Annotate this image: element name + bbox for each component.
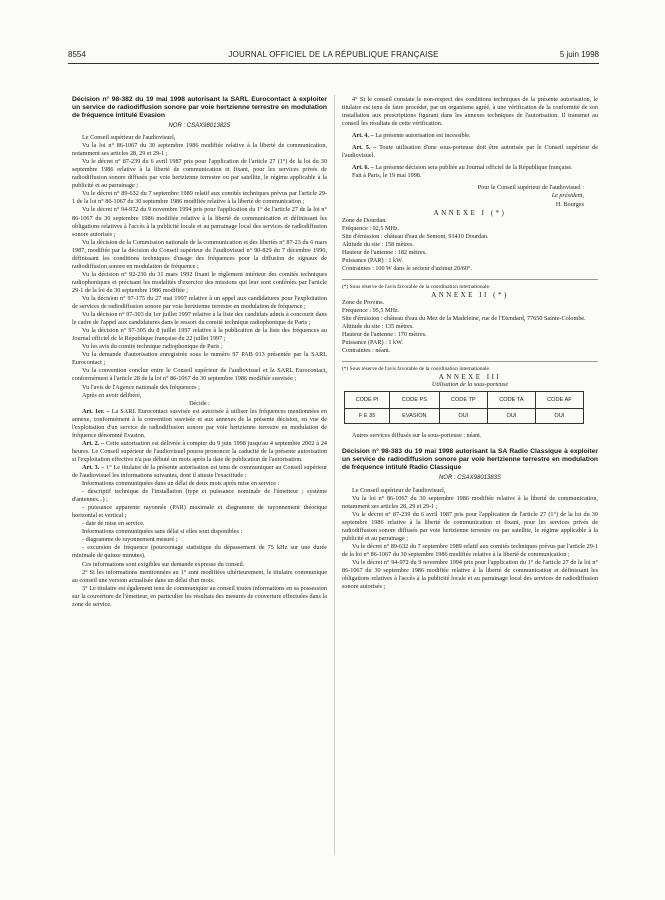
table-cell: F E 35 [345, 409, 390, 424]
table-row [345, 409, 584, 424]
article-label: Art. 4. – [352, 132, 374, 140]
paragraph: Vu le décret n° 87-239 du 6 avril 1987 pris pour l'application de l'article 27 (1°) de la loi du 30 septembre 1986 relative à la liberté de communication et fixant, pour les services privés de radiodiffusion sonore diffusés par voie hertzienne terrestre ou par satellite, le régime applicable à la publicité et au parrainage ; [342, 510, 598, 542]
paragraph: Le Conseil supérieur de l'audiovisuel, [352, 486, 446, 494]
annex-line: Site d'émission : château d'eau du Mez de la Madeleine, rue de l'Etendard, 77650 Sainte-Colombe. [342, 315, 586, 323]
annex-line: Zone de Provins. [342, 298, 385, 306]
annex-line: Contraintes : 100 W dans le secteur d'azimut 20/60°. [342, 264, 473, 272]
list-item: - date de mise en service. [82, 520, 145, 528]
annex-line: Site d'émission : château d'eau de Semont, 91410 Dourdan. [342, 232, 489, 240]
annex-line: Altitude du site : 158 mètres. [342, 240, 414, 248]
list-item: - excursion de fréquence (pourcentage statistique du dépassement de 75 kHz sur une durée minimale de quinze minutes). [72, 544, 327, 560]
right-column [342, 96, 598, 591]
column-header: CODE PI [345, 392, 390, 409]
paragraph: Vu le décret n° 87-239 du 6 avril 1987 pris pour l'application de l'article 27 (1°) de la loi du 30 septembre 1986 relative à la liberté de communication et fixant, pour les services privés de radiodiffusion sonore diffusés par voie hertzienne terrestre ou par satellite, le régime applicable à la publicité et au parrainage ; [72, 158, 327, 190]
paragraph: Autres services diffusés sur la sous-porteuse : néant. [352, 432, 482, 440]
annex-line: Contraintes : néant. [342, 347, 391, 355]
left-column [72, 96, 327, 609]
paragraph: Vu la décision n° 97-305 du 8 juillet 1997 relative à la publication de la liste des fréquences au Journal officiel de la République française du 22 juillet 1997 ; [72, 327, 327, 343]
article-2: Art. 2. – Cette autorisation est délivrée à compter du 9 juin 1998 jusqu'au 4 septembre 2002 à 24 heures. Le Conseil supérieur de l'audiovisuel pourra prononcer la caducité de la présente autorisation si l'exploitation effective n'a pas débuté un mois après la date de publication de l'autorisation. [72, 439, 328, 463]
annex-line: Hauteur de l'antenne : 182 mètres. [342, 248, 427, 256]
column-header: CODE PS [390, 392, 439, 409]
subcarrier-table [344, 391, 584, 424]
footnote: (*) Sous réserve de l'avis favorable de la coordination internationale. [342, 366, 491, 373]
paragraph: Vu la décision de la Commission nationale de la communication et des libertés n° 87-23 du 6 mars 1987, modifiée par la décision du Conseil supérieur de l'audiovisuel n° 90-829 du 7 décembre 1990, définissant les conditions techniques d'usage des fréquences pour la diffusion de signaux de radiodiffusion sonore en modulation de fréquence ; [72, 238, 327, 270]
article-5: Art. 5. – Toute utilisation d'une sous-porteuse doit être autorisée par le Conseil supérieur de l'audiovisuel. [342, 144, 598, 160]
footnote-rule [342, 361, 598, 362]
annex-line: Zone de Dourdan. [342, 216, 387, 224]
decide-heading: Décide : [189, 399, 210, 407]
article-3: Art. 3. – 1° Le titulaire de la présente autorisation est tenu de communiquer au Conseil supérieur de l'audiovisuel les informations suivantes, dont il atteste l'exactitude : [72, 463, 327, 480]
page-header [68, 50, 599, 62]
paragraph: Vu la loi n° 86-1067 du 30 septembre 1986 modifiée relative à la liberté de communication, notamment ses articles 28, 29 et 29-1 ; [342, 494, 598, 510]
list-item: - descriptif technique de l'installation (type et puissance nominale de l'émetteur ; système d'antennes...) ; [72, 488, 327, 504]
paragraph: Vu la demande d'autorisation enregistrée sous le numéro 97 PAB 013 présentée par la SARL Eurocontact ; [72, 351, 327, 367]
table-cell: OUI [439, 409, 488, 424]
paragraph: Vu le décret n° 94-972 du 9 novembre 1994 pris pour l'application du 1° de l'article 27 de la loi n° 86-1067 du 30 septembre 1986 modifiée relative à la liberté de communication et définissant les obligations relatives à l'accès à la publicité locale et au parrainage local des services de radiodiffusion sonore autorisés ; [342, 558, 598, 591]
article-1: Art. 1er. – La SARL Eurocontact susvisée est autorisée à utiliser les fréquences mentionnées en annexe, conformément à la convention susvisée et aux annexes de la présente décision, en vue de l'exploitation d'un service de radiodiffusion sonore par voie hertzienne terrestre en modulation de fréquence dénommé Evasion. [72, 407, 328, 439]
article-label: Art. 3. – [82, 463, 105, 471]
annex-1-title: ANNEXE I (*) [433, 208, 507, 217]
done-at: Fait à Paris, le 19 mai 1998. [352, 172, 422, 180]
annex-line: Puissance (PAR) : 1 kW. [342, 339, 403, 347]
article-6: Art. 6. – La présente décision sera publiée au Journal officiel de la République française. [352, 164, 573, 172]
paragraph: Vu la décision n° 97-303 du 1er juillet 1997 relative à la liste des candidats admis à concourir dans le cadre de l'appel aux candidatures dans le ressort du comité technique radiophonique de Paris ; [72, 311, 327, 327]
decision-title: Décision n° 98-382 du 19 mai 1998 autorisant la SARL Eurocontact à exploiter un service de radiodiffusion sonore par voie hertzienne terrestre en modulation de fréquence intitulé Evasion [72, 96, 327, 119]
article-label: Art. 5. – [352, 144, 377, 152]
journal-title: JOURNAL OFFICIEL DE LA RÉPUBLIQUE FRANÇAISE [228, 50, 439, 59]
annex-2-title: ANNEXE II (*) [431, 290, 509, 299]
paragraph: Vu le décret n° 89-632 du 7 septembre 1989 relatif aux comités techniques prévus par l'article 29-1 de la loi n° 86-1067 du 30 septembre 1986 modifiée relative à la liberté de communication ; [342, 542, 598, 558]
list-item: - puissance apparente rayonnée (PAR) maximale et diagramme de rayonnement théorique horizontal et vertical ; [72, 504, 327, 520]
annex-3-subtitle: Utilisation de la sous-porteuse [431, 381, 509, 389]
footnote-rule [342, 279, 598, 280]
article-label: Art. 6. – [352, 164, 374, 172]
paragraph: Ces informations sont exigibles sur demande expresse du conseil. [82, 560, 245, 568]
paragraph: 4° Si le conseil constate le non-respect des conditions techniques de la présente autorisation, le titulaire est tenu de faire procéder, par un organisme agréé, à une vérification de la conformité de son installation aux prescriptions figurant dans les annexes techniques de l'autorisation. Il transmet au conseil les résultats de cette vérification. [342, 96, 598, 128]
article-4: Art. 4. – La présente autorisation est incessible. [352, 132, 471, 140]
list-item: - diagramme de rayonnement mesuré ; [82, 536, 178, 544]
article-label: Art. 1er. – [82, 407, 110, 415]
footnote: (*) Sous réserve de l'avis favorable de la coordination internationale. [342, 283, 491, 290]
annex-line: Fréquence : 95,5 MHz. [342, 307, 400, 315]
paragraph: Vu le décret n° 94-972 du 9 novembre 1994 pris pour l'application du 1° de l'article 27 de la loi n° 86-1067 du 30 septembre 1986 modifiée relative à la liberté de communication et définissant les obligations relatives à l'accès à la publicité locale et au parrainage local des services de radiodiffusion sonore autorisés ; [72, 206, 327, 238]
table-cell: OUI [488, 409, 536, 424]
paragraph: Le Conseil supérieur de l'audiovisuel, [82, 134, 176, 142]
header-rule [68, 63, 599, 64]
table-cell: OUI [535, 409, 583, 424]
nor-reference: NOR : CSAX9801382S [168, 123, 231, 129]
paragraph: Vu l'avis de l'Agence nationale des fréquences ; [82, 383, 200, 391]
paragraph: Informations communiquées dans un délai de deux mois après mise en service : [82, 480, 280, 488]
paragraph: 2° Si les informations mentionnées au 1° sont modifiées ultérieurement, le titulaire communique au conseil une version actualisée dans un délai d'un mois. [72, 568, 327, 584]
annex-line: Puissance (PAR) : 1 kW. [342, 256, 403, 264]
paragraph: Vu la décision n° 92-230 du 31 mars 1992 fixant le règlement intérieur des comités techniques radiophoniques et précisant les modalités d'exercice des missions qui leur sont conférées par l'article 29-1 de la loi du 30 septembre 1986 modifiée ; [72, 270, 327, 294]
paragraph: 3° Le titulaire est également tenu de communiquer au conseil toutes informations en sa possession sur la couverture de l'émetteur, en particulier les résultats des mesures de couverture effectuées dans la zone de service. [72, 584, 327, 608]
annex-line: Hauteur de l'antenne : 170 mètres. [342, 331, 427, 339]
article-label: Art. 2. – [82, 439, 105, 447]
signature-for: Pour le Conseil supérieur de l'audiovisuel : [477, 184, 584, 192]
paragraph: Informations communiquées sans délai si elles sont disponibles : [82, 528, 243, 536]
column-divider [334, 95, 335, 855]
column-header: CODE TP [439, 392, 488, 409]
annex-line: Altitude du site : 135 mètres. [342, 323, 414, 331]
signature-role: Le président, [551, 192, 584, 200]
paragraph: Vu les avis du comité technique radiophonique de Paris ; [82, 343, 223, 351]
page-number: 8554 [68, 50, 86, 59]
decision-title: Décision n° 98-383 du 19 mai 1998 autorisant la SA Radio Classique à exploiter un service de radiodiffusion sonore par voie hertzienne terrestre en modulation de fréquence intitulé Radio Classique [342, 448, 598, 472]
nor-reference: NOR : CSAX9801383S [438, 475, 502, 482]
paragraph: Vu la décision n° 97-175 du 27 mai 1997 relative à un appel aux candidatures pour l'exploitation de services de radiodiffusion sonore par voie hertzienne terrestre en modulation de fréquence ; [72, 294, 327, 311]
paragraph: Vu le décret n° 89-632 du 7 septembre 1989 relatif aux comités techniques prévus par l'article 29-1 de la loi n° 86-1067 du 30 septembre 1986 modifiée relative à la liberté de communication ; [72, 190, 327, 206]
signature-name: H. Bourges [555, 200, 584, 208]
annex-line: Fréquence : 92,5 MHz. [342, 224, 400, 232]
paragraph: Vu la loi n° 86-1067 du 30 septembre 1986 modifiée relative à la liberté de communication, notamment ses articles 28, 29 et 29-1 ; [72, 142, 327, 158]
column-header: CODE TA [488, 392, 536, 409]
paragraph: Après en avoir délibéré, [82, 391, 142, 399]
table-cell: EVASION [390, 409, 439, 424]
paragraph: Vu la convention conclue entre le Conseil supérieur de l'audiovisuel et la SARL Eurocontact, conformément à l'article 28 de la loi n° 86-1067 du 30 septembre 1986 modifiée susvisée ; [72, 367, 327, 383]
issue-date: 5 juin 1998 [559, 50, 599, 59]
annex-3-title: ANNEXE III [438, 373, 502, 382]
table-header-row [345, 392, 584, 409]
column-header: CODE AF [535, 392, 583, 409]
